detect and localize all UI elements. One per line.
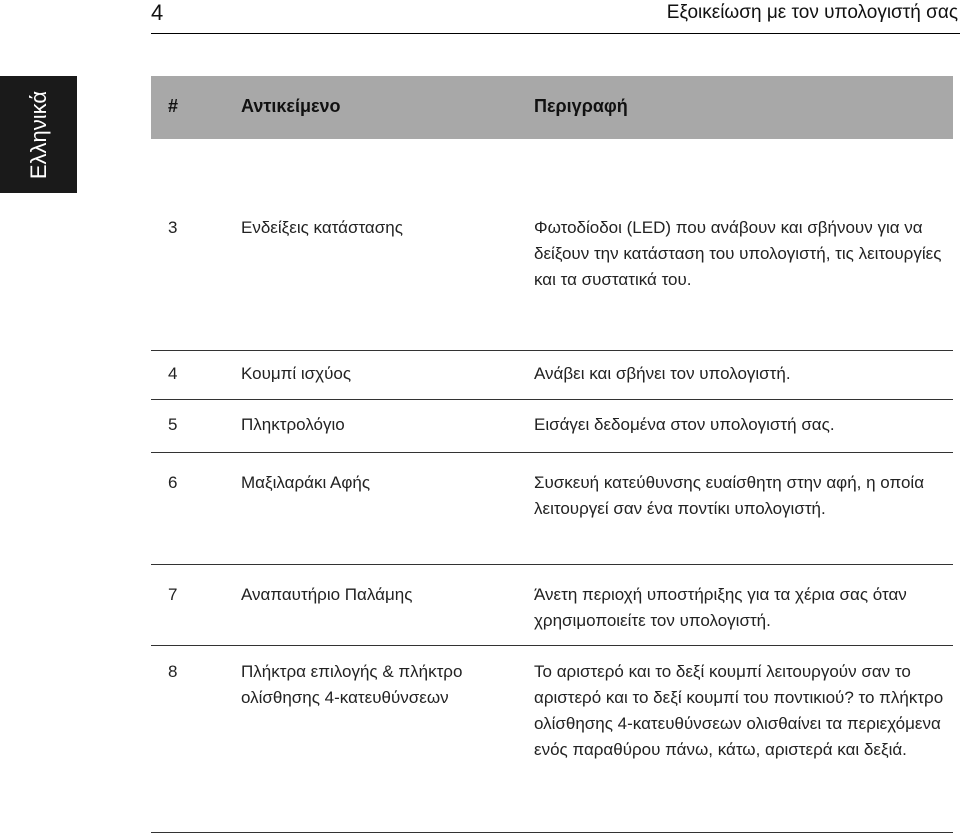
language-tab: [0, 76, 77, 193]
row-item: Ενδείξεις κατάστασης: [241, 218, 403, 237]
column-header-item: Αντικείμενο: [241, 96, 341, 116]
row-description: Ανάβει και σβήνει τον υπολογιστή.: [534, 364, 791, 383]
table-row: [151, 565, 953, 646]
running-header: Εξοικείωση με τον υπολογιστή σας: [666, 2, 958, 23]
table-row: [151, 351, 953, 400]
row-number: 6: [168, 473, 178, 492]
row-item: Κουμπί ισχύος: [241, 364, 352, 383]
column-header-number: #: [168, 96, 179, 116]
table-row: [151, 646, 953, 833]
row-number: 5: [168, 415, 178, 434]
row-number: 3: [168, 218, 178, 237]
row-item: Πληκτρολόγιο: [241, 415, 345, 434]
row-description: Συσκευή κατεύθυνσης ευαίσθητη στην αφή, η οποία λειτουργεί σαν ένα ποντίκι υπολογιστή.: [534, 473, 925, 518]
row-number: 7: [168, 585, 178, 604]
row-item: Μαξιλαράκι Αφής: [241, 473, 371, 492]
row-description: Το αριστερό και το δεξί κουμπί λειτουργούν σαν το αριστερό και το δεξί κουμπί του ποντικιού? το πλήκτρο ολίσθησης 4-κατευθύνσεων ολισθαίνει τα περιεχόμενα ενός παραθύρου πάνω, κάτω, αριστερά και δεξιά.: [534, 662, 944, 759]
row-item: Αναπαυτήριο Παλάμης: [241, 585, 413, 604]
table-header: [151, 76, 953, 139]
language-tab-label: Ελληνικά: [25, 90, 51, 179]
table-row: [151, 400, 953, 453]
page-number: 4: [151, 0, 164, 25]
row-item: Πλήκτρα επιλογής & πλήκτρο ολίσθησης 4-κατευθύνσεων: [241, 662, 463, 707]
table-row: [151, 453, 953, 565]
row-description: Εισάγει δεδομένα στον υπολογιστή σας.: [534, 415, 835, 434]
row-description: Φωτοδίοδοι (LED) που ανάβουν και σβήνουν για να δείξουν την κατάσταση του υπολογιστή, τις λειτουργίες και τα συστατικά του.: [534, 218, 942, 289]
row-number: 8: [168, 662, 178, 681]
column-header-description: Περιγραφή: [534, 96, 628, 116]
row-description: Άνετη περιοχή υποστήριξης για τα χέρια σας όταν χρησιμοποιείτε τον υπολογιστή.: [534, 585, 907, 630]
row-number: 4: [168, 364, 178, 383]
table-row: [151, 139, 953, 351]
components-table: [151, 76, 953, 833]
header-rule: [151, 33, 960, 34]
